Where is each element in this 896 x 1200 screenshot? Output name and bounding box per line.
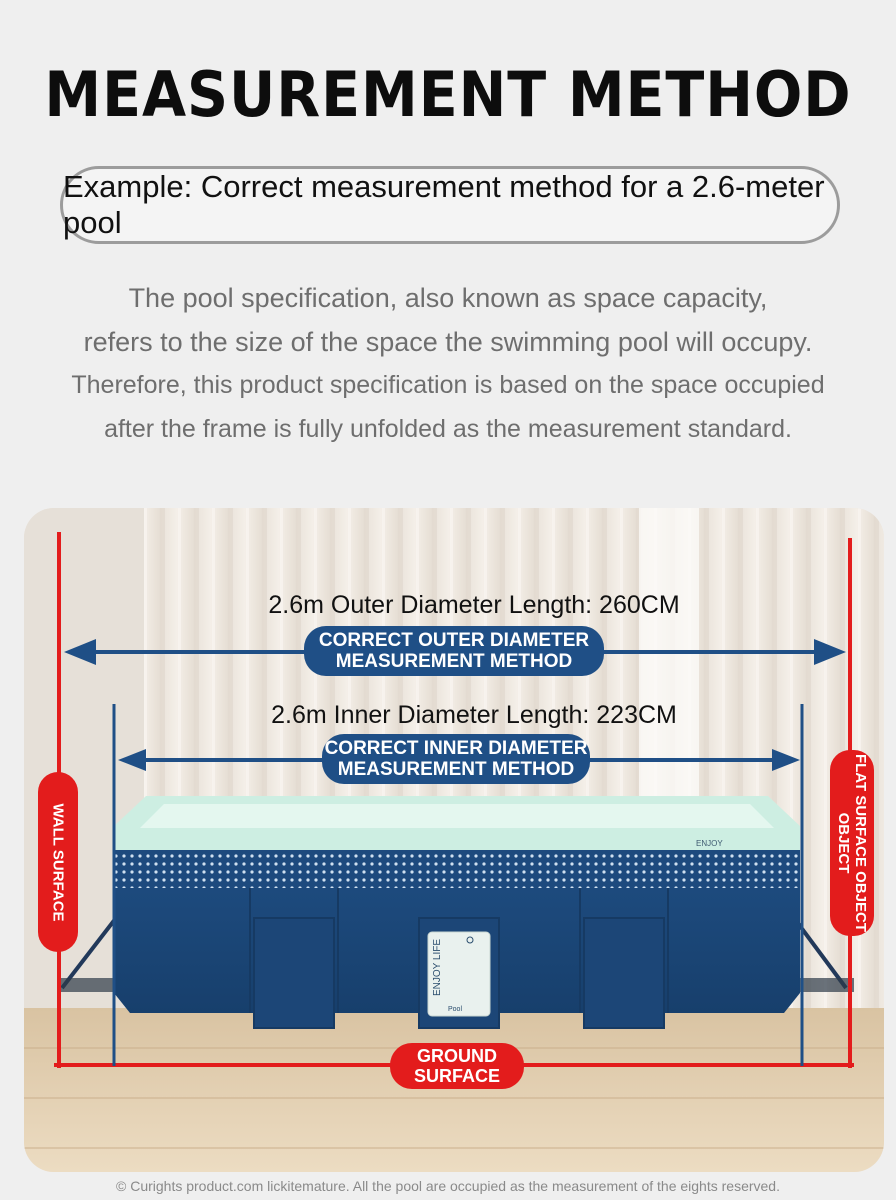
outer-method-line-2: MEASUREMENT METHOD	[335, 651, 573, 672]
ground-surface-badge	[390, 1043, 524, 1089]
inner-method-line-2: MEASUREMENT METHOD	[337, 759, 575, 780]
wall-surface-badge	[38, 772, 78, 952]
wood-floor	[24, 1008, 884, 1172]
inner-method-badge	[322, 734, 590, 784]
inner-length-label: 2.6m Inner Diameter Length: 223CM	[271, 701, 677, 729]
example-caption: Example: Correct measurement method for a 2.6-meter pool	[60, 166, 840, 244]
flat-surface-text-2: OBJECT	[835, 812, 852, 874]
flat-surface-text-1: FLAT SURFACE OBJECT	[852, 753, 869, 933]
outer-length-label: 2.6m Outer Diameter Length: 260CM	[268, 591, 680, 619]
copyright-footer: © Curights product.com lickitemature. All the pool are occupied as the measurement of the eights reserved.	[116, 1178, 780, 1194]
wall-surface-text: WALL SURFACE	[49, 802, 67, 922]
ground-text-1: GROUND	[417, 1046, 497, 1066]
page-title: MEASUREMENT METHOD	[44, 58, 852, 131]
pool-small-label: Pool	[448, 1006, 463, 1013]
description-line-2: refers to the size of the space the swimming pool will occupy.	[83, 327, 813, 357]
inner-method-line-1: CORRECT INNER DIAMETER	[324, 738, 588, 759]
ground-text-2: SURFACE	[413, 1066, 500, 1086]
pool-dotted-band	[114, 846, 800, 888]
pool-brand-text: ENJOY LIFE	[432, 938, 443, 996]
pool-corner-logo: ENJOY	[696, 839, 723, 848]
outer-method-line-1: CORRECT OUTER DIAMETER	[318, 630, 590, 651]
flat-surface-badge	[830, 750, 874, 936]
description-line-4: after the frame is fully unfolded as the measurement standard.	[104, 415, 792, 443]
outer-method-badge	[304, 626, 604, 676]
pool-photo	[24, 508, 884, 1172]
description-line-1: The pool specification, also known as space capacity,	[128, 283, 768, 313]
description-line-3: Therefore, this product specification is based on the space occupied	[71, 371, 825, 399]
